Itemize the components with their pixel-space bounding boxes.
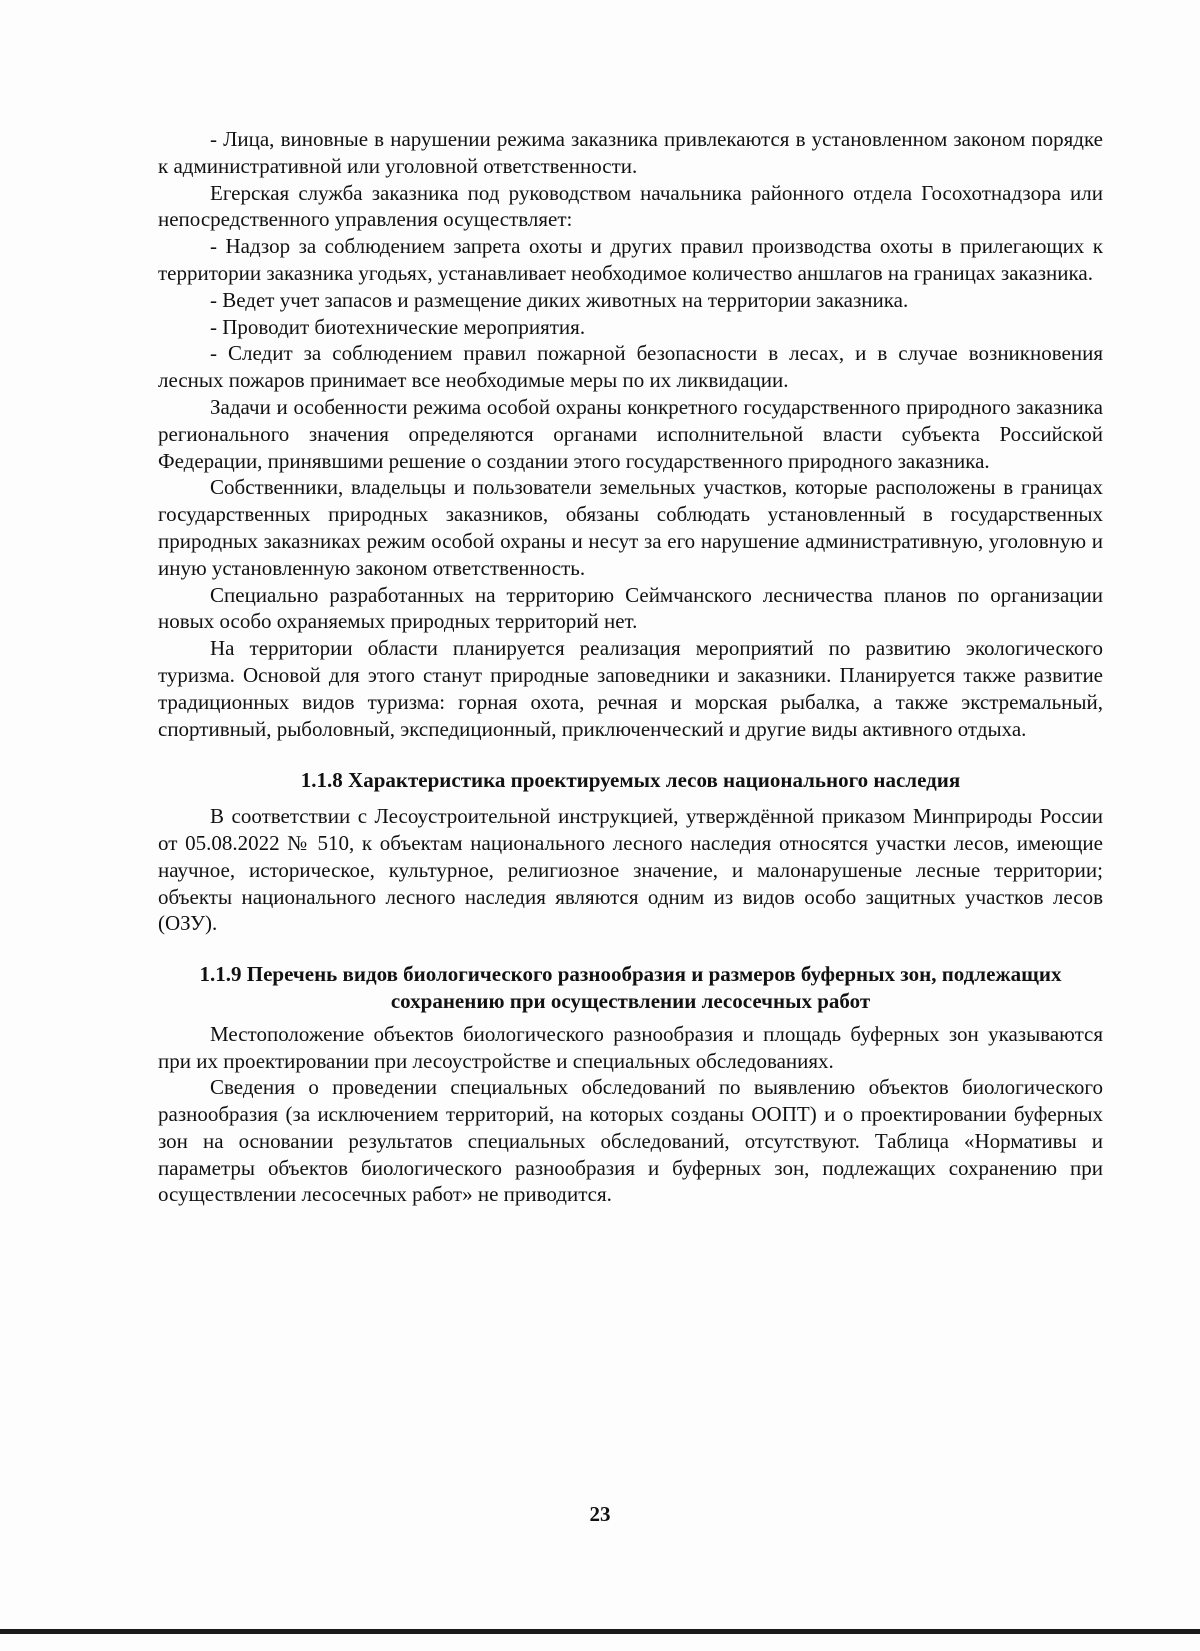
section-heading-1-1-8: 1.1.8 Характеристика проектируемых лесов национального наследия (300, 768, 961, 793)
paragraph-land-owners-duties: Собственники, владельцы и пользователи земельных участков, которые расположены в границах государственных природных заказников, обязаны соблюдать установленный в государственных природных заказниках режим особой охраны и несут за его нарушение административную, уголовную и иную установленную законом ответственность. (158, 475, 1103, 580)
list-item-fire-safety: - Следит за соблюдением правил пожарной безопасности в лесах, и в случае возникновения лесных пожаров принимает все необходимые меры по их ликвидации. (158, 341, 1103, 393)
paragraph-biodiversity-surveys: Сведения о проведении специальных обследований по выявлению объектов биологического разнообразия (за исключением территорий, на которых созданы ООПТ) и о проектировании буферных зон на основании результатов специальных обследований, отсутствуют. Таблица «Нормативы и параметры объектов биологического разнообразия и буферных зон, подлежащих сохранению при осуществлении лесосечных работ» не приводится. (158, 1075, 1103, 1207)
section-heading-1-1-9: 1.1.9 Перечень видов биологического разнообразия и размеров буферных зон, подлежащих сохранению при осуществлении лесосечных работ (199, 962, 1062, 1013)
paragraph-no-new-protected-areas: Специально разработанных на территорию Сеймчанского лесничества планов по организации новых особо охраняемых природных территорий нет. (158, 582, 1103, 634)
page-number: 23 (589, 1502, 611, 1526)
paragraph-reserve-regime-tasks: Задачи и особенности режима особой охраны конкретного государственного природного заказника регионального значения определяются органами исполнительной власти субъекта Российской Федерации, принявшими решение о создании этого государственного природного заказника. (158, 394, 1103, 473)
paragraph-national-heritage-forests: В соответствии с Лесоустроительной инструкцией, утверждённой приказом Минприроды России от 05.08.2022 № 510, к объектам национального лесного наследия относятся участки лесов, имеющие научное, историческое, культурное, религиозное значение, и малонарушеные лесные территории; объекты национального лесного наследия являются одним из видов особо защитных участков лесов (ОЗУ). (158, 804, 1103, 936)
list-item-biotechnical-measures: - Проводит биотехнические мероприятия. (210, 314, 586, 339)
paragraph-biodiversity-location: Местоположение объектов биологического разнообразия и площадь буферных зон указываются при их проектировании при лесоустройстве и специальных обследованиях. (158, 1021, 1103, 1073)
paragraph-violators-liability: - Лица, виновные в нарушении режима заказника привлекаются в установленном законом порядке к административной или уголовной ответственности. (158, 127, 1103, 178)
list-item-hunting-supervision: - Надзор за соблюдением запрета охоты и других правил производства охоты в прилегающих к территории заказника угодьях, устанавливает необходимое количество аншлагов на границах заказника. (158, 234, 1103, 285)
bottom-rule-divider (0, 1629, 1200, 1634)
page-content (158, 126, 1103, 1208)
paragraph-ranger-service: Егерская служба заказника под руководством начальника районного отдела Госохотнадзора или непосредственного управления осуществляет: (158, 180, 1103, 232)
paragraph-ecotourism: На территории области планируется реализация мероприятий по развитию экологического туризма. Основой для этого станут природные заповедники и заказники. Планируется также развитие традиционных видов туризма: горная охота, речная и морская рыбалка, а также экстремальный, спортивный, рыболовный, экспедиционный, приключенческий и другие виды активного отдыха. (158, 636, 1103, 741)
list-item-wildlife-census: - Ведет учет запасов и размещение диких животных на территории заказника. (210, 287, 909, 312)
